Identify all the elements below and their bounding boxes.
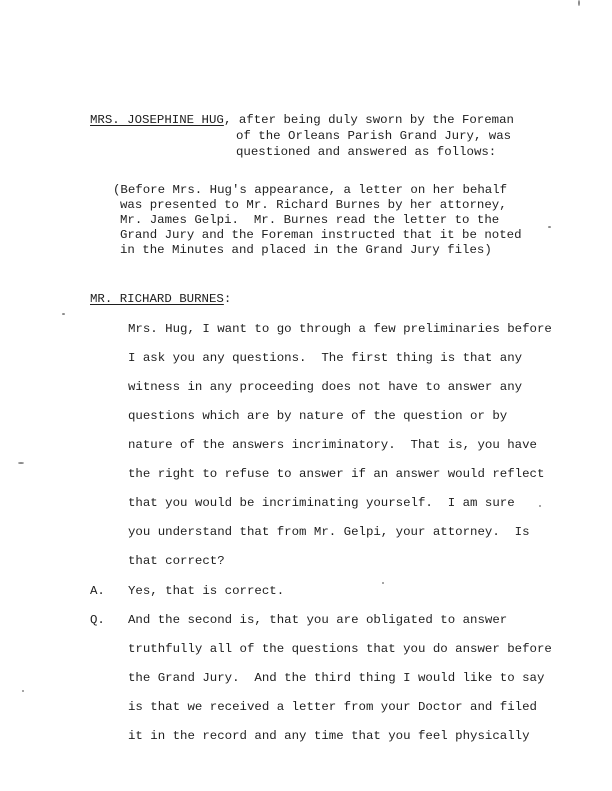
note-line: in the Minutes and placed in the Grand Jury files) [120, 243, 492, 257]
statement-line: witness in any proceeding does not have to answer any [128, 380, 523, 394]
scan-speck [382, 582, 384, 584]
scan-speck [62, 313, 65, 315]
statement-line: you understand that from Mr. Gelpi, your attorney. Is [128, 525, 530, 539]
speaker-heading [90, 292, 231, 306]
statement-line: that you would be incriminating yourself. I am sure [128, 496, 515, 510]
intro-line: questioned and answered as follows: [236, 145, 497, 159]
question-line: is that we received a letter from your Doctor and filed [128, 700, 537, 714]
speaker-name: MR. RICHARD BURNES [90, 292, 224, 306]
intro-line: , after being duly sworn by the Foreman [224, 113, 514, 127]
note-line: was presented to Mr. Richard Burnes by her attorney, [120, 198, 507, 212]
witness-name: MRS. JOSEPHINE HUG [90, 113, 224, 127]
statement-line: Mrs. Hug, I want to go through a few preliminaries before [128, 322, 552, 336]
statement-line: questions which are by nature of the question or by [128, 409, 508, 423]
answer-marker: A. [90, 584, 105, 598]
statement-line: nature of the answers incriminatory. That is, you have [128, 438, 537, 452]
scan-speck [22, 690, 24, 692]
question-marker: Q. [90, 613, 105, 627]
statement-line: the right to refuse to answer if an answer would reflect [128, 467, 545, 481]
question-line: the Grand Jury. And the third thing I would like to say [128, 671, 545, 685]
question-line: it in the record and any time that you feel physically [128, 729, 530, 743]
question-line: truthfully all of the questions that you do answer before [128, 642, 552, 656]
scan-speck [548, 226, 551, 228]
question-line: And the second is, that you are obligated to answer [128, 613, 508, 627]
intro-line: of the Orleans Parish Grand Jury, was [236, 129, 512, 143]
note-line: Mr. James Gelpi. Mr. Burnes read the letter to the [120, 213, 500, 227]
scan-speck [539, 505, 541, 507]
answer-text: Yes, that is correct. [128, 584, 285, 598]
statement-line: I ask you any questions. The first thing is that any [128, 351, 523, 365]
statement-line: that correct? [128, 554, 225, 568]
scan-speck [18, 462, 24, 464]
note-line: (Before Mrs. Hug's appearance, a letter on her behalf [113, 183, 508, 197]
scan-speck [578, 0, 580, 6]
note-line: Grand Jury and the Foreman instructed that it be noted [120, 228, 522, 242]
speaker-suffix: : [223, 292, 232, 306]
